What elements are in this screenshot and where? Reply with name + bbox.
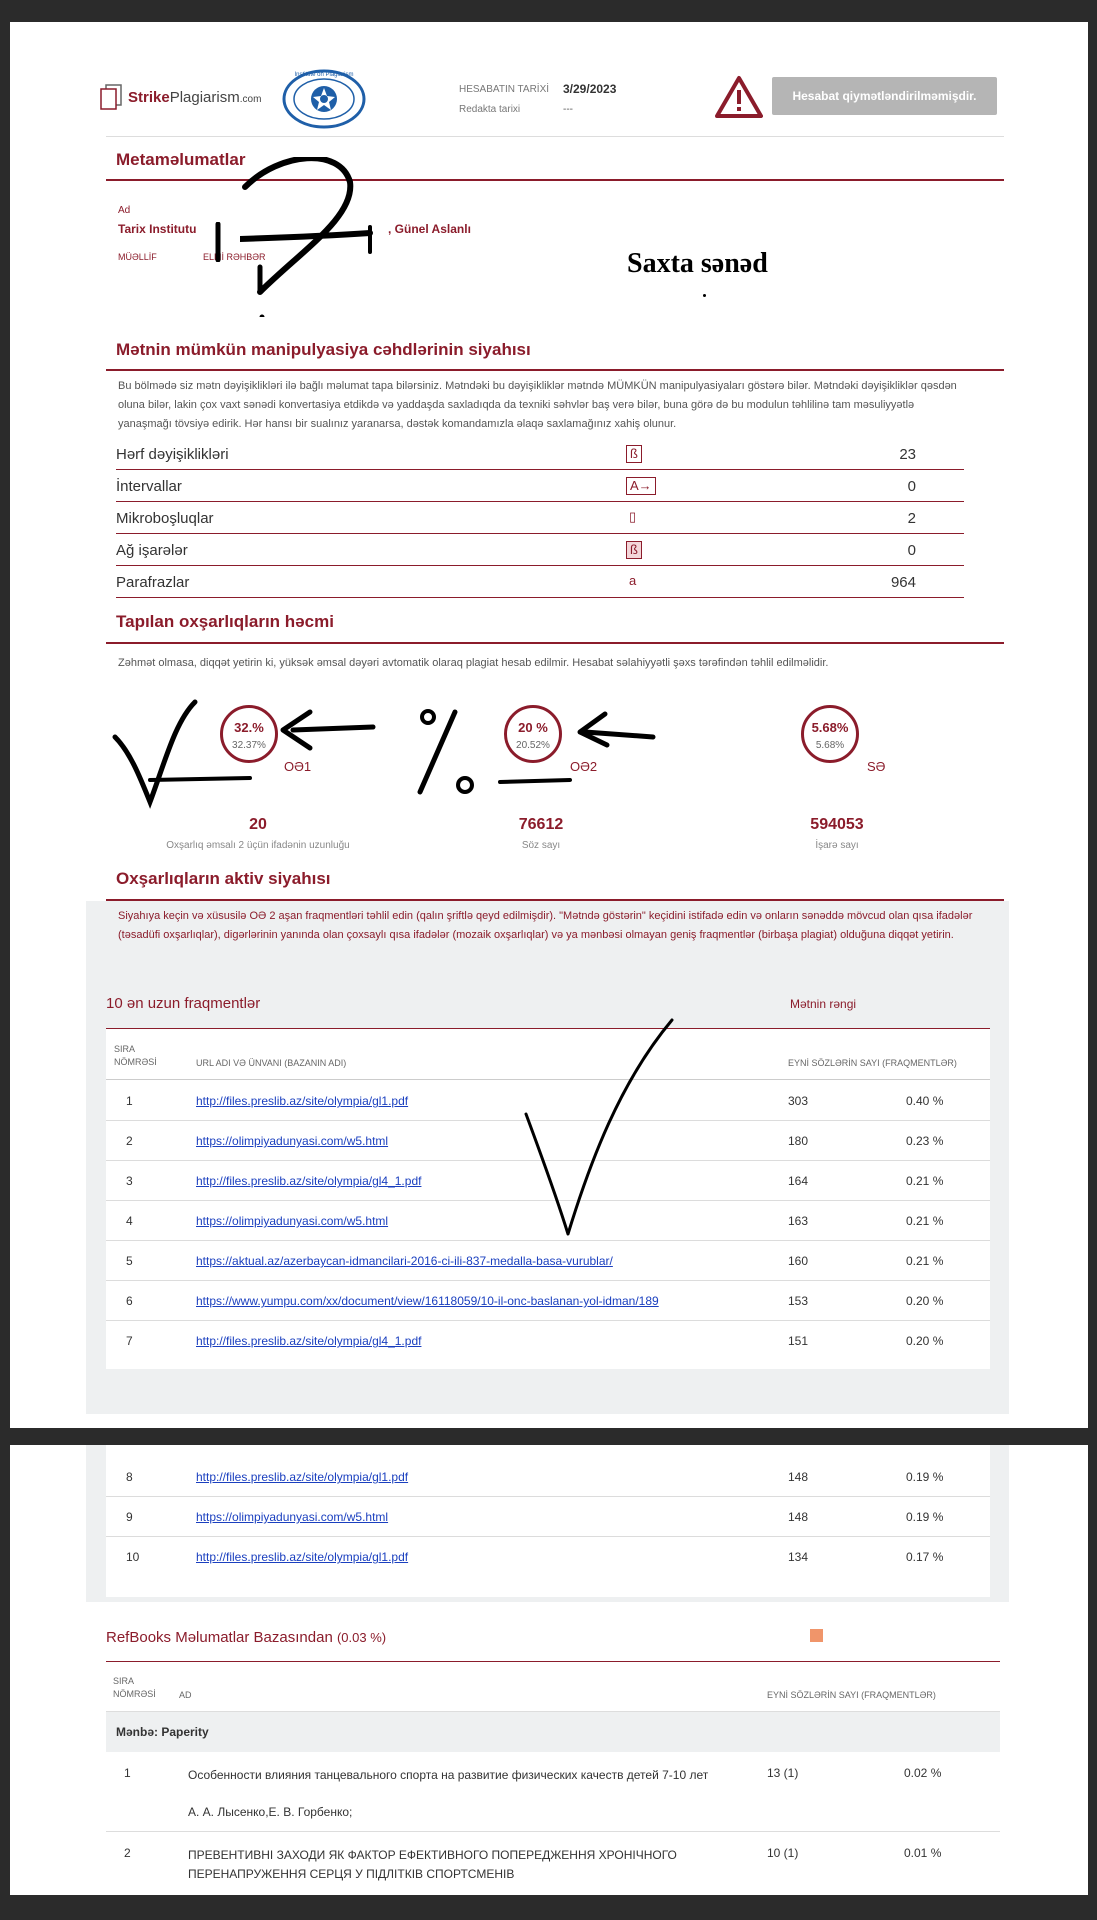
source-link[interactable]: https://olimpiyadunyasi.com/w5.html xyxy=(196,1214,389,1228)
col-number-header: SIRA NÖMRƏSİ xyxy=(114,1044,157,1067)
refbooks-color-marker xyxy=(810,1629,823,1642)
percent: 0.17 % xyxy=(906,1550,944,1564)
source-link[interactable]: http://files.preslib.az/site/olympia/gl1.pdf xyxy=(196,1470,409,1484)
phrase-length-value: 20 xyxy=(249,816,267,833)
source-link[interactable]: http://files.preslib.az/site/olympia/gl1.pdf xyxy=(196,1094,409,1108)
row-number: 1 xyxy=(126,1094,133,1108)
word-count: 180 xyxy=(788,1134,809,1148)
text-color-label: Mətnin rəngi xyxy=(790,997,857,1011)
word-count-label: Söz sayı xyxy=(521,840,561,851)
report-date-label: HESABATIN TARİXİ xyxy=(459,84,550,95)
metadata-title: Metaməlumatlar xyxy=(116,150,246,169)
percent: 0.21 % xyxy=(906,1174,944,1188)
percent: 0.20 % xyxy=(906,1334,944,1348)
percent: 0.19 % xyxy=(906,1510,944,1524)
table-row xyxy=(106,1281,990,1321)
col-number-header: SIRA NÖMRƏSİ xyxy=(113,1676,156,1699)
coef2-sub: 20.52% xyxy=(516,740,550,751)
report-page-2 xyxy=(10,1445,1088,1895)
metric-value: 0 xyxy=(907,542,916,559)
strikeplagiarism-logo xyxy=(100,84,124,115)
col-count-header: EYNİ SÖZLƏRİN SAYI (FRAQMENTLƏR) xyxy=(788,1058,957,1068)
word-count: 148 xyxy=(788,1510,809,1524)
word-count: 160 xyxy=(788,1254,809,1268)
logo-com-text: .com xyxy=(239,94,262,105)
table-row xyxy=(106,1457,990,1497)
coef3-value: 5.68% xyxy=(811,720,849,735)
logo-plagiarism-text: Plagiarism xyxy=(169,89,240,106)
similarity-note: Zəhmət olmasa, diqqət yetirin ki, yüksək əmsal dəyəri avtomatik olaraq plagiat hesab edilmir. Hesabat səlahiyyətli şəxs tərəfindən təhlil edilməlidir. xyxy=(118,657,829,669)
coef2-value: 20 % xyxy=(518,720,548,735)
letter-change-icon: ß xyxy=(626,445,642,463)
coef3-label: SƏ xyxy=(867,759,886,774)
row-number: 3 xyxy=(126,1174,133,1188)
percent: 0.21 % xyxy=(906,1214,944,1228)
supervisor-name: , Günel Aslanlı xyxy=(388,222,471,236)
institute-name: Tarix Institutu xyxy=(118,222,197,236)
active-list-title: Oxşarlıqların aktiv siyahısı xyxy=(116,869,331,888)
source-label: Mənbə: Paperity xyxy=(116,1725,209,1739)
refbooks-title xyxy=(106,1629,386,1646)
report-page-1 xyxy=(10,22,1088,1428)
source-link[interactable]: https://olimpiyadunyasi.com/w5.html xyxy=(196,1510,389,1524)
coef1-value: 32.% xyxy=(234,720,264,735)
metric-label: Hərf dəyişiklikləri xyxy=(116,446,229,463)
ref-title: ПРЕВЕНТИВНІ ЗАХОДИ ЯК ФАКТОР ЕФЕКТИВНОГО ПОПЕРЕДЖЕННЯ ХРОНІЧНОГО ПЕРЕНАПРУЖЕННЯ СЕРЦЯ У ПІДЛІТКІВ СПОРТСМЕНІВ xyxy=(188,1848,677,1881)
table-row xyxy=(106,1537,990,1577)
supervisor-label: ELMİ RƏHBƏR xyxy=(203,252,266,262)
fragments-continued-panel xyxy=(86,1445,1009,1602)
refbooks-percent: (0.03 %) xyxy=(336,1630,387,1645)
word-count: 164 xyxy=(788,1174,809,1188)
phrase-length-label: Oxşarlıq əmsalı 2 üçün ifadənin uzunluğu xyxy=(166,840,350,851)
row-number: 7 xyxy=(126,1334,133,1348)
metric-label: Ağ işarələr xyxy=(116,542,188,559)
source-link[interactable]: https://www.yumpu.com/xx/document/view/16118059/10-il-onc-baslanan-yol-idman/189 xyxy=(196,1294,659,1308)
document-icon xyxy=(100,84,124,110)
metric-label: Mikroboşluqlar xyxy=(116,510,214,527)
coef1-label: OƏ1 xyxy=(284,759,312,774)
seal-text: Institute on Plagiarism xyxy=(294,72,354,78)
ref-row xyxy=(106,1752,1000,1832)
table-row xyxy=(106,1321,990,1361)
percent: 0.21 % xyxy=(906,1254,944,1268)
handwritten-marks xyxy=(110,682,670,812)
word-count: 134 xyxy=(788,1550,809,1564)
source-group-row xyxy=(106,1712,1000,1752)
col-count-header: EYNİ SÖZLƏRİN SAYI (FRAQMENTLƏR) xyxy=(767,1690,936,1700)
source-link[interactable]: http://files.preslib.az/site/olympia/gl4_1.pdf xyxy=(196,1174,422,1188)
coef3-sub: 5.68% xyxy=(815,740,845,751)
scribble-stroke xyxy=(206,222,226,262)
row-number: 2 xyxy=(124,1846,131,1860)
word-count: 148 xyxy=(788,1470,809,1484)
top-fragments-title: 10 ən uzun fraqmentlər xyxy=(106,995,261,1012)
row-number: 8 xyxy=(126,1470,133,1484)
row-number: 5 xyxy=(126,1254,133,1268)
metric-row-white-marks xyxy=(116,536,964,566)
microspace-icon: ▯ xyxy=(629,509,637,524)
active-list-description: Siyahıya keçin və xüsusilə OƏ 2 aşan fraqmentləri təhlil edin (qalın şriftlə qeyd edilmişdir). "Mətndə göstərin" keçidini istifadə edin və onların sənəddə mövcud olan qısa ifadələr (təsadüfi oxşarlıqlar), digərlərinin yanında olan çoxsaylı qısa ifadələr (mozaik oxşarlıqlar) və ya mənbəsi olmayan geniş fraqmentlər (birbaşa plagiat) olduğuna diqqət yetirin. xyxy=(118,910,973,941)
word-count: 151 xyxy=(788,1334,809,1348)
row-number: 2 xyxy=(126,1134,133,1148)
ref-row xyxy=(106,1832,1000,1895)
col-url-header: URL ADI VƏ ÜNVANI (BAZANIN ADI) xyxy=(196,1058,347,1068)
refbooks-title-text: RefBooks Məlumatlar Bazasından xyxy=(106,1629,333,1646)
interval-arrow-icon: A→ xyxy=(626,477,656,495)
source-link[interactable]: http://files.preslib.az/site/olympia/gl4_1.pdf xyxy=(196,1334,422,1348)
name-label: Ad xyxy=(118,205,131,216)
word-count: 153 xyxy=(788,1294,809,1308)
report-date-value: 3/29/2023 xyxy=(563,82,617,96)
edit-date-value: --- xyxy=(563,104,573,115)
ink-dot xyxy=(703,294,706,297)
similarity-title: Tapılan oxşarlıqların həcmi xyxy=(116,612,334,631)
manipulation-description: Bu bölmədə siz mətn dəyişiklikləri ilə bağlı məlumat tapa bilərsiniz. Mətndəki bu dəyişikliklər mətndə MÜMKÜN manipulyasiyaları göstərə bilər. Mətndəki dəyişikliklər qəsdən oluna bilər, lakin çox vaxt sənədi konvertasiya etdikdə və yaddaşda saxladıqda da texniki səhvlər baş verə bilər, buna görə də bu modulun təhlilinə tam məsuliyyətlə yanaşmağı tövsiyə edirik. Hər hansı bir sualınız yaranarsa, dəstək komandamızla əlaqə saxlamağınız xahiş olunur. xyxy=(118,380,957,430)
table-row xyxy=(106,1497,990,1537)
author-label: MÜƏLLİF xyxy=(118,252,157,262)
col-title-header: AD xyxy=(179,1690,192,1700)
char-count-label: İşarə sayı xyxy=(815,840,859,851)
word-count: 10 (1) xyxy=(767,1846,799,1860)
white-mark-icon: ß xyxy=(626,541,642,559)
word-count: 13 (1) xyxy=(767,1766,799,1780)
row-number: 10 xyxy=(126,1550,140,1564)
metric-value: 964 xyxy=(890,574,916,591)
metric-row-microspaces xyxy=(116,504,964,534)
percent: 0.23 % xyxy=(906,1134,944,1148)
handwritten-scribble xyxy=(240,157,400,317)
percent: 0.40 % xyxy=(906,1094,944,1108)
metric-label: Parafrazlar xyxy=(116,574,190,591)
metric-value: 2 xyxy=(907,510,916,527)
source-link[interactable]: http://files.preslib.az/site/olympia/gl1.pdf xyxy=(196,1550,409,1564)
percent: 0.02 % xyxy=(904,1766,942,1780)
ref-title: Особенности влияния танцевального спорта на развитие физических качеств детей 7-10 лет xyxy=(188,1768,709,1782)
manipulation-title: Mətnin mümkün manipulyasiya cəhdlərinin siyahısı xyxy=(116,340,531,359)
alert-coefficient-circle xyxy=(801,705,859,763)
ref-authors: А. А. Лысенко,Е. В. Горбенко; xyxy=(188,1805,353,1819)
percent: 0.19 % xyxy=(906,1470,944,1484)
report-status-button[interactable]: Hesabat qiymətləndirilməmişdir. xyxy=(772,77,997,115)
row-number: 1 xyxy=(124,1766,131,1780)
metric-row-letter-changes xyxy=(116,440,964,470)
row-number: 6 xyxy=(126,1294,133,1308)
percent: 0.20 % xyxy=(906,1294,944,1308)
paraphrase-icon: a xyxy=(629,573,637,588)
handwritten-checkmark xyxy=(510,1012,690,1252)
metric-value: 23 xyxy=(899,446,916,463)
metric-value: 0 xyxy=(907,478,916,495)
word-count: 163 xyxy=(788,1214,809,1228)
metric-row-paraphrases xyxy=(116,568,964,598)
metric-label: İntervallar xyxy=(116,478,182,495)
row-number: 4 xyxy=(126,1214,133,1228)
source-link[interactable]: https://olimpiyadunyasi.com/w5.html xyxy=(196,1134,389,1148)
fragments-table-continued xyxy=(106,1445,990,1597)
edit-date-label: Redakta tarixi xyxy=(459,104,521,115)
coef1-sub: 32.37% xyxy=(232,740,266,751)
char-count-value: 594053 xyxy=(810,816,864,833)
warning-icon xyxy=(715,75,763,124)
word-count: 303 xyxy=(788,1094,809,1108)
metric-row-intervals xyxy=(116,472,964,502)
source-link[interactable]: https://aktual.az/azerbaycan-idmancilari-2016-ci-ili-837-medalla-basa-vurublar/ xyxy=(196,1254,613,1268)
percent: 0.01 % xyxy=(904,1846,942,1860)
fake-document-note: Saxta sənəd xyxy=(627,248,768,279)
word-count-value: 76612 xyxy=(518,816,564,833)
logo-strike-text: Strike xyxy=(128,89,170,106)
coef2-label: OƏ2 xyxy=(570,759,598,774)
row-number: 9 xyxy=(126,1510,133,1524)
